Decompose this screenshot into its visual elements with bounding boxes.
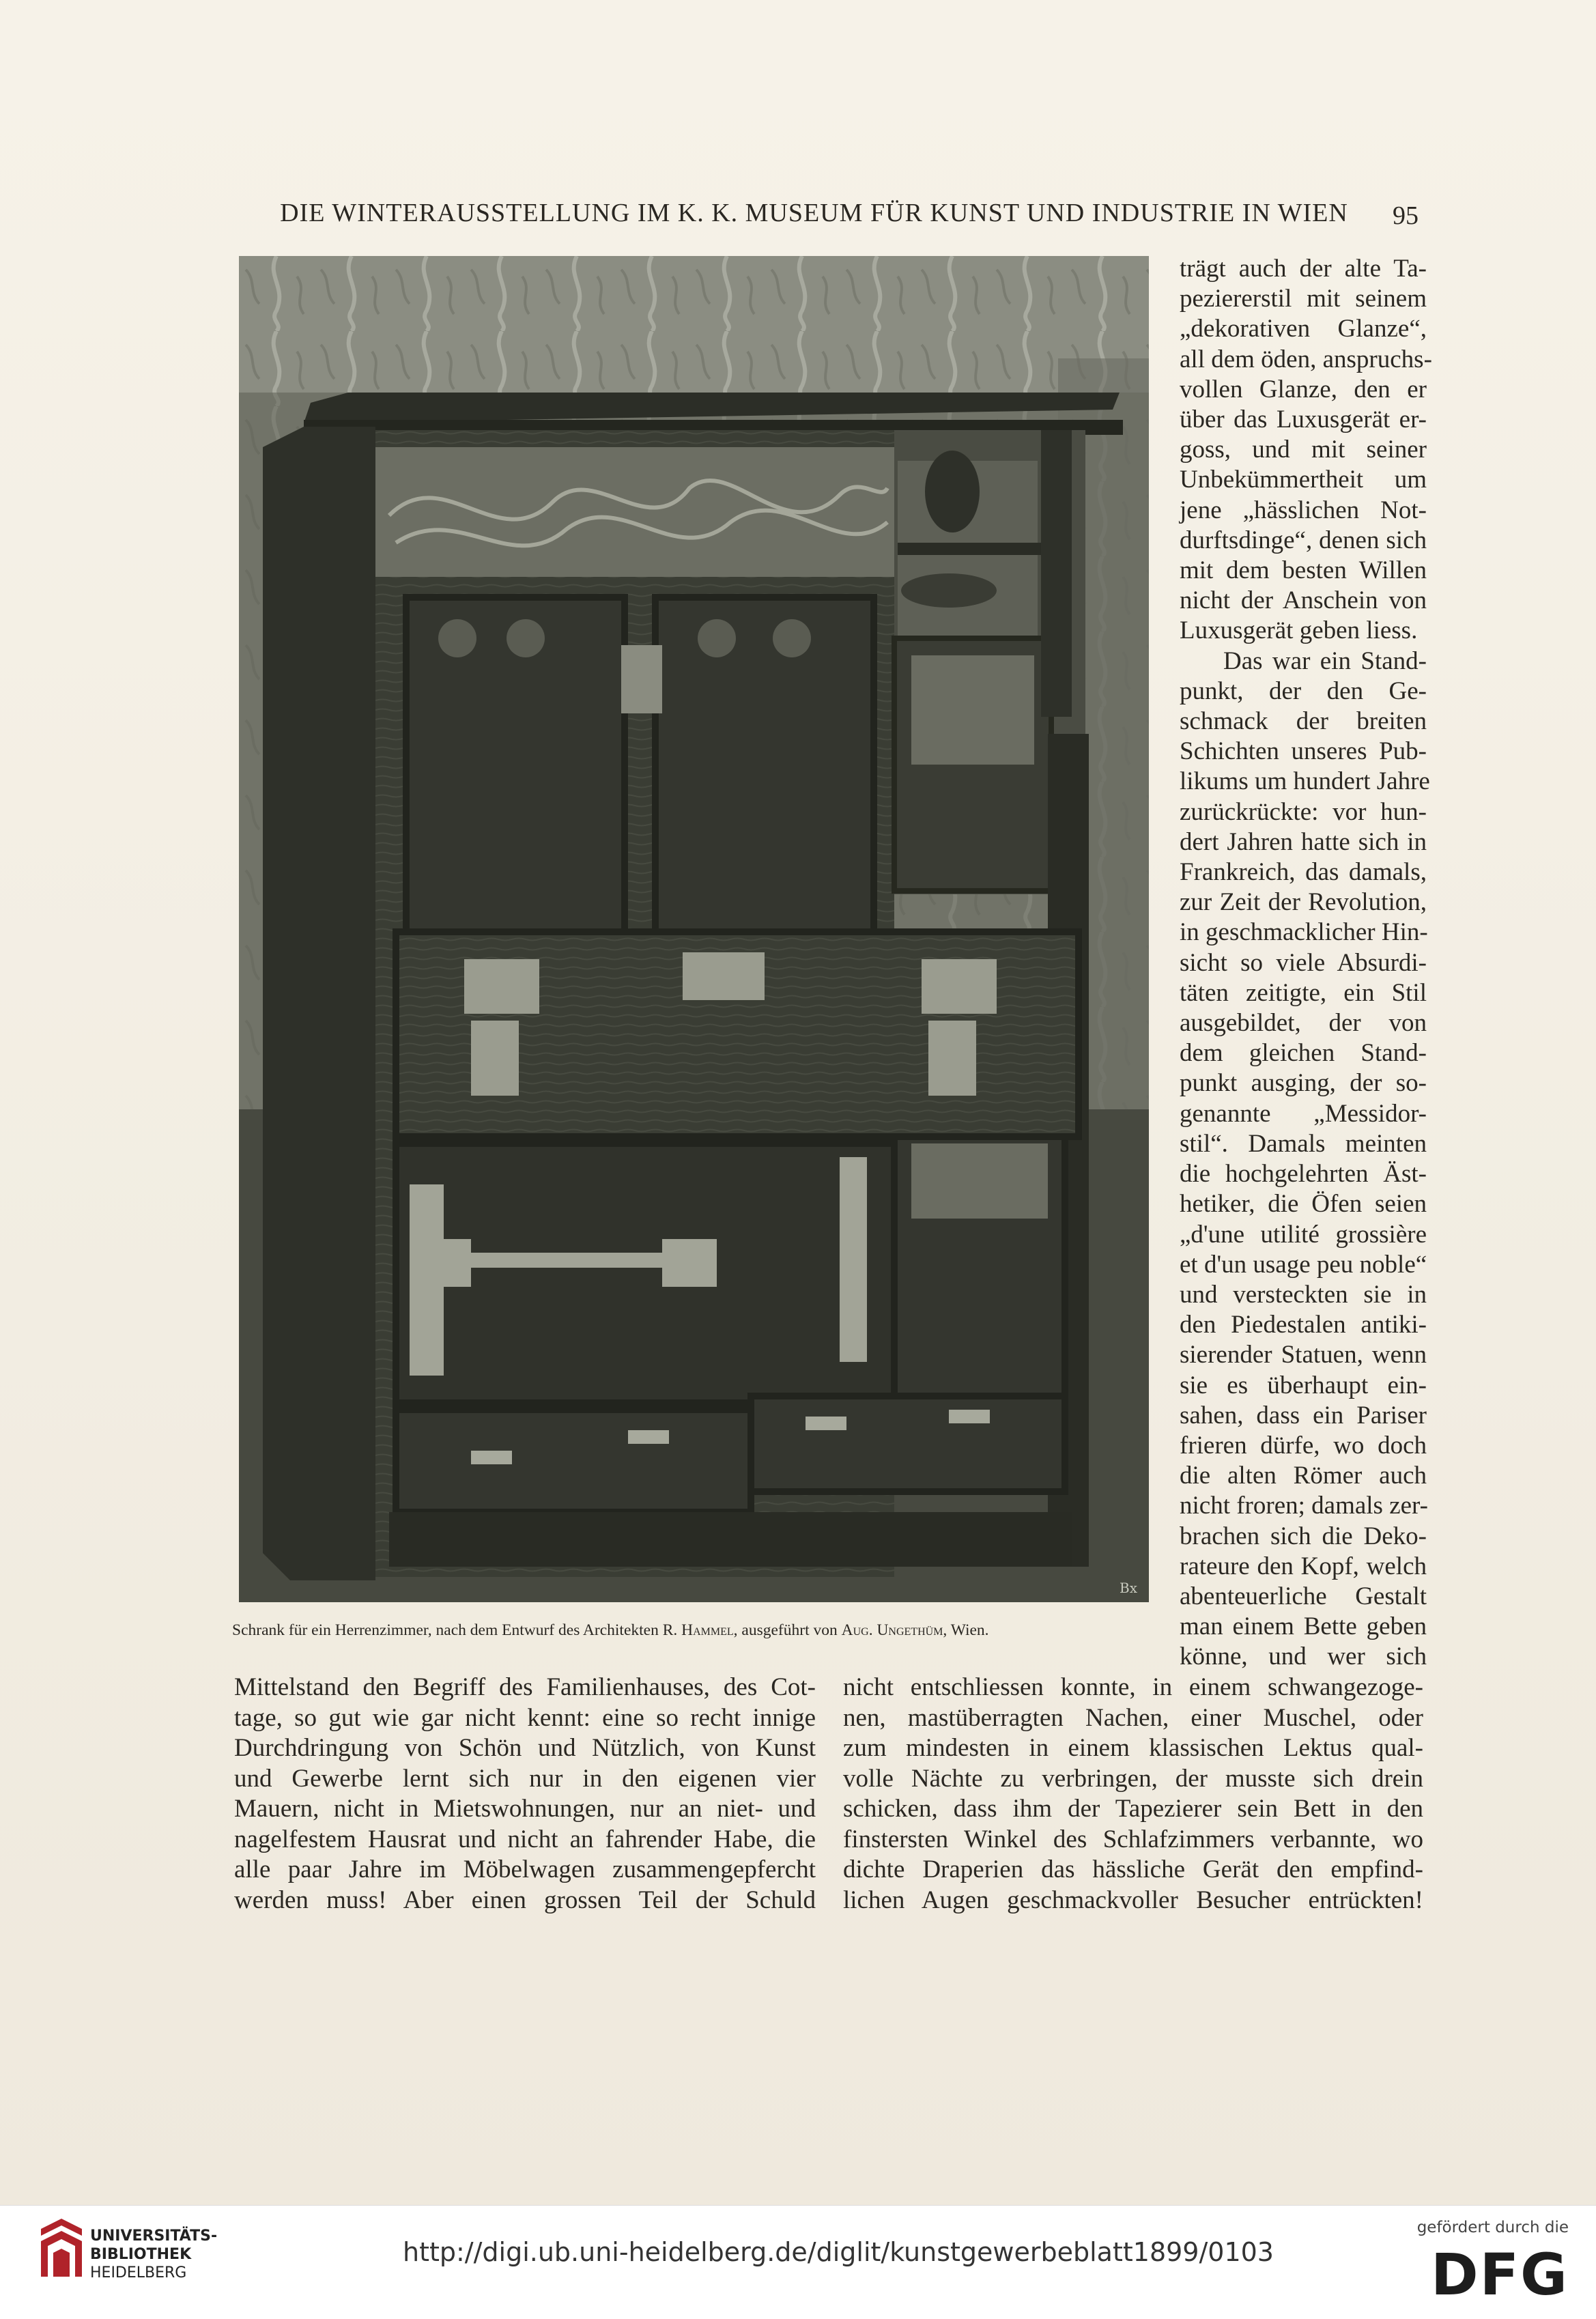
- library-name-line: BIBLIOTHEK: [90, 2246, 192, 2263]
- text-line: schicken, dass ihm der Tapezierer sein Bett in den: [843, 1795, 1423, 1823]
- text-line: Das war ein Stand-: [1223, 646, 1427, 675]
- text-line: und Gewerbe lernt sich nur in den eigenen vier: [234, 1764, 816, 1793]
- text-line: Luxusgerät geben liess.: [1180, 616, 1418, 645]
- text-line: man einem Bette geben: [1180, 1612, 1427, 1641]
- text-line: rateure den Kopf, welch: [1180, 1552, 1427, 1580]
- text-line: ausgebildet, der von: [1180, 1009, 1427, 1038]
- dfg-logo: DFG: [1430, 2241, 1569, 2308]
- text-line: „d'une utilité grossière: [1180, 1220, 1427, 1249]
- text-line: et d'un usage peu noble“: [1180, 1250, 1427, 1279]
- text-line: frieren dürfe, wo doch: [1180, 1431, 1427, 1460]
- text-line: abenteuerliche Gestalt: [1180, 1582, 1427, 1610]
- text-line: dichte Draperien das hässliche Gerät den empfind-: [843, 1855, 1423, 1883]
- text-line: nicht entschliessen konnte, in einem schwangezoge-: [843, 1673, 1423, 1701]
- text-line: sie es überhaupt ein-: [1180, 1371, 1427, 1399]
- text-line: den Piedestalen antiki-: [1180, 1311, 1427, 1339]
- caption-text: Schrank für ein Herrenzimmer, nach dem Entwurf des Architekten R.: [232, 1621, 682, 1639]
- text-line: punkt ausging, der so-: [1180, 1069, 1427, 1098]
- text-line: Unbekümmertheit um: [1180, 466, 1427, 494]
- text-line: finstersten Winkel des Schlafzimmers verbannte, wo: [843, 1825, 1423, 1853]
- text-line: nicht der Anschein von: [1180, 586, 1427, 615]
- caption-architect: Hammel: [681, 1621, 734, 1639]
- text-line: zurückrückte: vor hun-: [1180, 797, 1427, 826]
- text-line: sahen, dass ein Pariser: [1180, 1401, 1427, 1429]
- text-line: lichen Augen geschmackvoller Besucher entrückten!: [843, 1886, 1423, 1914]
- permalink-url[interactable]: http://digi.ub.uni-heidelberg.de/diglit/kunstgewerbeblatt1899/0103: [403, 2237, 1274, 2267]
- text-line: vollen Glanze, den er: [1180, 375, 1427, 403]
- text-line: dem gleichen Stand-: [1180, 1039, 1427, 1068]
- right-text-column: [843, 1673, 1423, 1916]
- text-line: jene „hässlichen Not-: [1180, 496, 1427, 524]
- text-line: in geschmacklicher Hin-: [1180, 918, 1428, 947]
- narrow-text-column: [1180, 254, 1432, 1673]
- photo-monogram: Bx: [1120, 1580, 1137, 1596]
- text-line: „dekorativen Glanze“,: [1180, 315, 1427, 343]
- library-logo-icon: [34, 2215, 90, 2284]
- text-line: schmack der breiten: [1180, 707, 1427, 736]
- library-name: [90, 2227, 217, 2282]
- text-line: all dem öden, anspruchs-: [1180, 345, 1432, 373]
- funded-by-label: gefördert durch die: [1416, 2219, 1569, 2236]
- text-line: Schichten unseres Pub-: [1180, 737, 1427, 766]
- text-line: sierender Statuen, wenn: [1180, 1341, 1427, 1369]
- text-line: stil“. Damals meinten: [1180, 1129, 1427, 1158]
- text-line: mit dem besten Willen: [1180, 556, 1427, 585]
- text-line: hetiker, die Öfen seien: [1180, 1190, 1427, 1219]
- caption-maker: Aug. Ungethüm: [841, 1621, 943, 1639]
- text-line: sicht so viele Absurdi-: [1180, 948, 1427, 977]
- left-text-column: [234, 1673, 816, 1916]
- library-name-line: HEIDELBERG: [90, 2264, 187, 2281]
- caption-text: , Wien.: [943, 1621, 989, 1639]
- running-title: DIE WINTERAUSSTELLUNG IM K. K. MUSEUM FÜR KUNST UND INDUSTRIE IN WIEN: [280, 199, 1348, 227]
- text-line: werden muss! Aber einen grossen Teil der Schuld: [234, 1886, 816, 1914]
- text-line: Mittelstand den Begriff des Familienhauses, des Cot-: [234, 1673, 816, 1701]
- page-number: 95: [1393, 201, 1419, 230]
- library-name-line: UNIVERSITÄTS-: [90, 2228, 218, 2245]
- text-line: alle paar Jahre im Möbelwagen zusammengepfercht: [234, 1855, 816, 1883]
- text-line: goss, und mit seiner: [1180, 436, 1427, 464]
- text-line: genannte „Messidor-: [1180, 1099, 1427, 1128]
- text-line: nicht froren; damals zer-: [1180, 1492, 1428, 1520]
- text-line: brachen sich die Deko-: [1180, 1522, 1427, 1550]
- text-line: nagelfestem Hausrat und nicht an fahrender Habe, die: [234, 1825, 816, 1853]
- text-line: und versteckten sie in: [1180, 1280, 1427, 1309]
- text-line: über das Luxusgerät er-: [1180, 406, 1427, 434]
- text-line: zur Zeit der Revolution,: [1180, 888, 1427, 917]
- text-line: tage, so gut wie gar nicht kennt: eine so recht innige: [234, 1703, 816, 1732]
- text-line: durftsdinge“, denen sich: [1180, 526, 1427, 554]
- text-line: punkt, der den Ge-: [1180, 677, 1427, 705]
- text-line: könne, und wer sich: [1180, 1642, 1427, 1671]
- text-line: Mauern, nicht in Mietswohnungen, nur an niet- und: [234, 1795, 816, 1823]
- text-line: peziererstil mit seinem: [1180, 285, 1427, 313]
- text-line: zum mindesten in einem klassischen Lektus qual-: [843, 1734, 1423, 1762]
- text-line: die hochgelehrten Äst-: [1180, 1160, 1427, 1189]
- text-line: dert Jahren hatte sich in: [1180, 827, 1427, 856]
- text-line: likums um hundert Jahre: [1180, 767, 1430, 796]
- text-line: Frankreich, das damals,: [1180, 858, 1427, 887]
- text-line: nen, mastüberragten Nachen, einer Muschel, oder: [843, 1703, 1423, 1732]
- text-line: täten zeitigte, ein Stil: [1180, 978, 1427, 1007]
- cabinet-photograph: [239, 256, 1149, 1602]
- text-line: die alten Römer auch: [1180, 1462, 1427, 1490]
- text-line: trägt auch der alte Ta-: [1180, 255, 1427, 283]
- text-line: Durchdringung von Schön und Nützlich, von Kunst: [234, 1734, 816, 1762]
- caption-text: , ausgeführt von: [733, 1621, 842, 1639]
- figure-caption: [232, 1621, 1154, 1640]
- text-line: volle Nächte zu verbringen, der musste sich drein: [843, 1764, 1423, 1793]
